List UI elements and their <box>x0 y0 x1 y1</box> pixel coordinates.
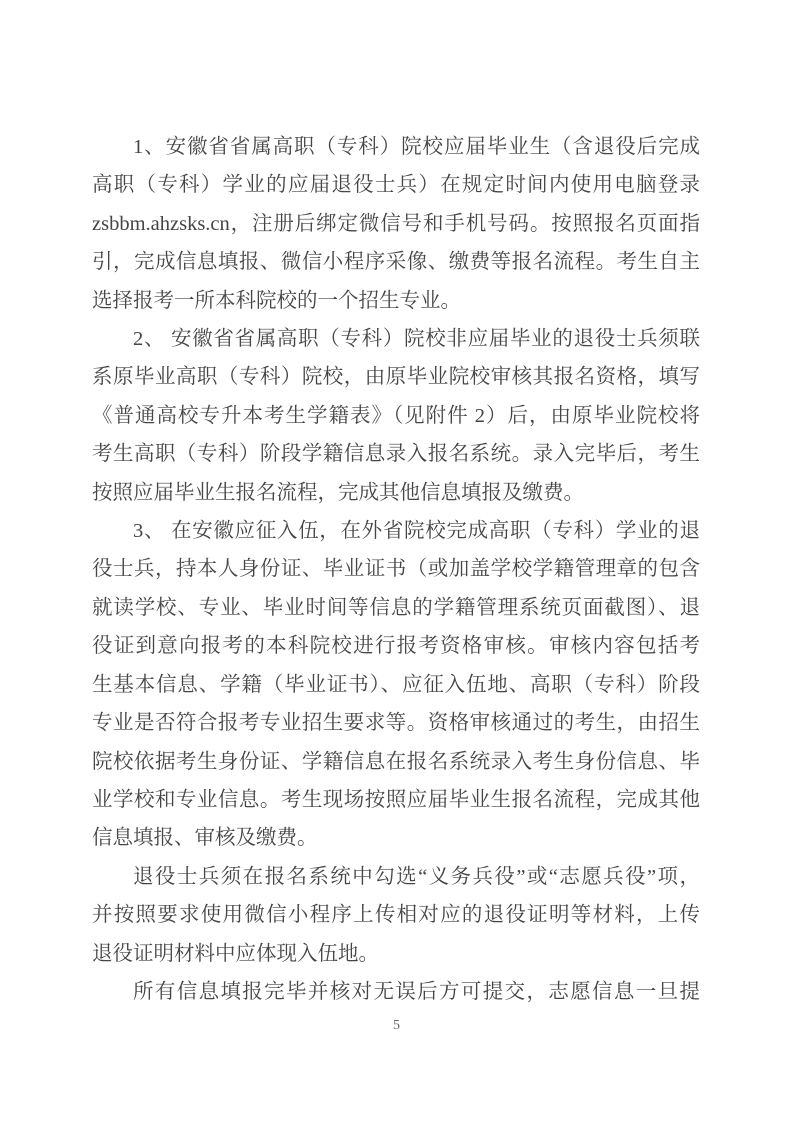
text-line: 生基本信息、学籍（毕业证书）、应征入伍地、高职（专科）阶段 <box>92 673 700 696</box>
text-line: 役证到意向报考的本科院校进行报考资格审核。审核内容包括考 <box>92 635 700 658</box>
text-line: 高职（专科）学业的应届退役士兵）在规定时间内使用电脑登录 <box>92 174 700 197</box>
text-line: 3、 在安徽应征入伍，在外省院校完成高职（专科）学业的退 <box>133 520 700 543</box>
paragraph <box>92 973 700 1011</box>
text-line: 选择报考一所本科院校的一个招生专业。 <box>92 289 461 312</box>
document-body <box>92 128 700 1011</box>
text-line: 考生高职（专科）阶段学籍信息录入报名系统。录入完毕后，考生 <box>92 443 700 466</box>
paragraph <box>92 512 700 858</box>
text-line: 退役证明材料中应体现入伍地。 <box>92 942 379 965</box>
paragraph <box>92 858 700 973</box>
paragraph <box>92 320 700 512</box>
text-line: 所有信息填报完毕并核对无误后方可提交，志愿信息一旦提 <box>133 980 700 1003</box>
page-number: 5 <box>393 1018 400 1033</box>
text-line: 引，完成信息填报、微信小程序采像、缴费等报名流程。考生自主 <box>92 251 700 274</box>
text-line: 院校依据考生身份证、学籍信息在报名系统录入考生身份信息、毕 <box>92 750 700 773</box>
text-line: 系原毕业高职（专科）院校，由原毕业院校审核其报名资格，填写 <box>92 366 700 389</box>
text-line: 1、安徽省省属高职（专科）院校应届毕业生（含退役后完成 <box>133 136 700 158</box>
text-line: 2、 安徽省省属高职（专科）院校非应届毕业的退役士兵须联 <box>133 328 700 351</box>
text-line: 专业是否符合报考专业招生要求等。资格审核通过的考生，由招生 <box>92 712 700 735</box>
text-line: 就读学校、专业、毕业时间等信息的学籍管理系统页面截图）、退 <box>92 596 700 619</box>
text-line: 并按照要求使用微信小程序上传相对应的退役证明等材料，上传 <box>92 904 700 927</box>
text-line: zsbbm.ahzsks.cn，注册后绑定微信号和手机号码。按照报名页面指 <box>92 212 700 235</box>
text-line: 役士兵，持本人身份证、毕业证书（或加盖学校学籍管理章的包含 <box>92 558 700 581</box>
text-line: 信息填报、审核及缴费。 <box>92 827 318 850</box>
text-line: 业学校和专业信息。考生现场按照应届毕业生报名流程，完成其他 <box>92 788 700 811</box>
text-line: 退役士兵须在报名系统中勾选“义务兵役”或“志愿兵役”项， <box>133 865 700 888</box>
text-line: 按照应届毕业生报名流程，完成其他信息填报及缴费。 <box>92 481 584 504</box>
paragraph <box>92 128 700 320</box>
text-line: 《普通高校专升本考生学籍表》（见附件 2）后，由原毕业院校将 <box>92 404 700 427</box>
